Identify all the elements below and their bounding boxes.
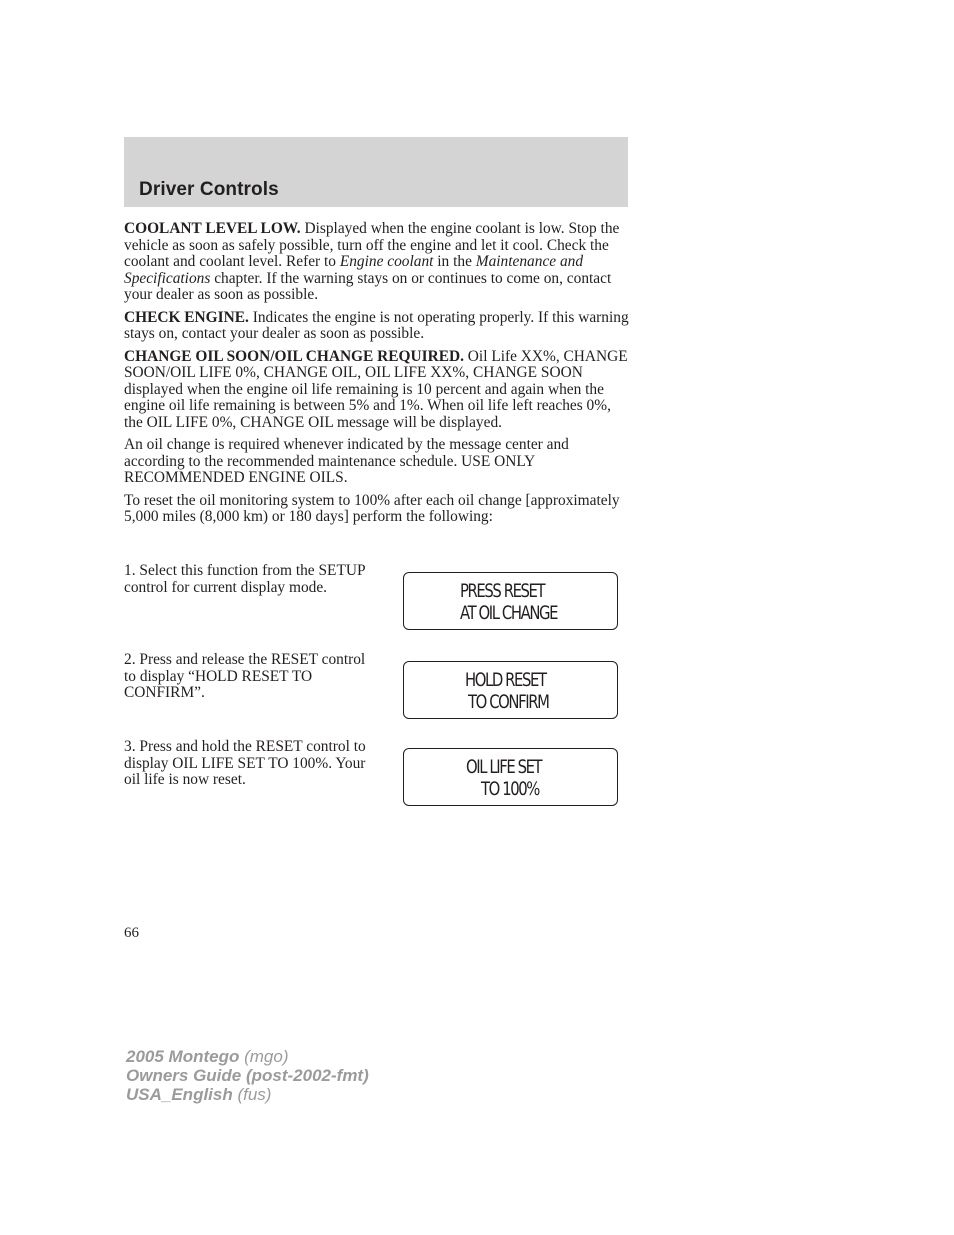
footer-line-3: USA_English (fus): [126, 1085, 272, 1104]
reset-intro: To reset the oil monitoring system to 100% after each oil change [approximately 5,000 miles (8,000 km) or 180 days] perform the following:: [124, 491, 620, 525]
section-title: Driver Controls: [139, 179, 279, 200]
oil-change-note: An oil change is required whenever indicated by the message center and according to the recommended maintenance schedule. USE ONLY RECOMMENDED ENGINE OILS.: [124, 436, 569, 486]
display-line-2: AT OIL CHANGE: [460, 602, 558, 624]
page-number: 66: [124, 925, 139, 941]
check-engine-paragraph: CHECK ENGINE. Indicates the engine is not operating properly. If this warning stays on, contact your dealer as soon as possible.: [124, 308, 629, 342]
engine-coolant-reference: Engine coolant: [339, 253, 434, 270]
section-header-band: [124, 137, 628, 207]
step-2-text: 2. Press and release the RESET control to display “HOLD RESET TO CONFIRM”.: [124, 651, 366, 701]
check-engine-heading: CHECK ENGINE.: [124, 308, 249, 326]
display-line-1: PRESS RESET: [460, 580, 545, 602]
display-line-1: HOLD RESET: [465, 669, 546, 691]
maintenance-chapter-reference: Maintenance and Specifications: [124, 253, 584, 287]
display-oil-life-set: [403, 748, 618, 806]
step-3-text: 3. Press and hold the RESET control to display OIL LIFE SET TO 100%. Your oil life is now reset.: [124, 738, 366, 788]
step-1-text: 1. Select this function from the SETUP control for current display mode.: [124, 562, 365, 596]
body-text: [124, 221, 630, 532]
footer-line-2: Owners Guide (post-2002-fmt): [126, 1066, 369, 1085]
coolant-heading: COOLANT LEVEL LOW.: [124, 220, 301, 237]
change-oil-paragraph: CHANGE OIL SOON/OIL CHANGE REQUIRED. Oil Life XX%, CHANGE SOON/OIL LIFE 0%, CHANGE OIL, OIL LIFE XX%, CHANGE SOON displayed when the engine oil life remaining is 10 percent and again when the engine oil life remaining is between 5% and 1%. When oil life left reaches 0%, the OIL LIFE 0%, CHANGE OIL message will be displayed.: [124, 347, 628, 431]
display-hold-reset: [403, 661, 618, 719]
display-line-2: TO CONFIRM: [468, 691, 549, 713]
document-footer: [126, 1047, 369, 1104]
display-press-reset: [403, 572, 618, 630]
coolant-paragraph: COOLANT LEVEL LOW. Displayed when the engine coolant is low. Stop the vehicle as soon as safely possible, turn off the engine and let it cool. Check the coolant and coolant level. Refer to Engine coolant in the Maintenance and Specifications chapter. If the warning stays on or continues to come on, contact your dealer as soon as possible.: [124, 220, 620, 303]
display-line-2: TO 100%: [481, 778, 539, 800]
change-oil-heading: CHANGE OIL SOON/OIL CHANGE REQUIRED.: [124, 347, 464, 365]
display-line-1: OIL LIFE SET: [466, 756, 542, 778]
footer-line-1: 2005 Montego (mgo): [126, 1047, 289, 1066]
